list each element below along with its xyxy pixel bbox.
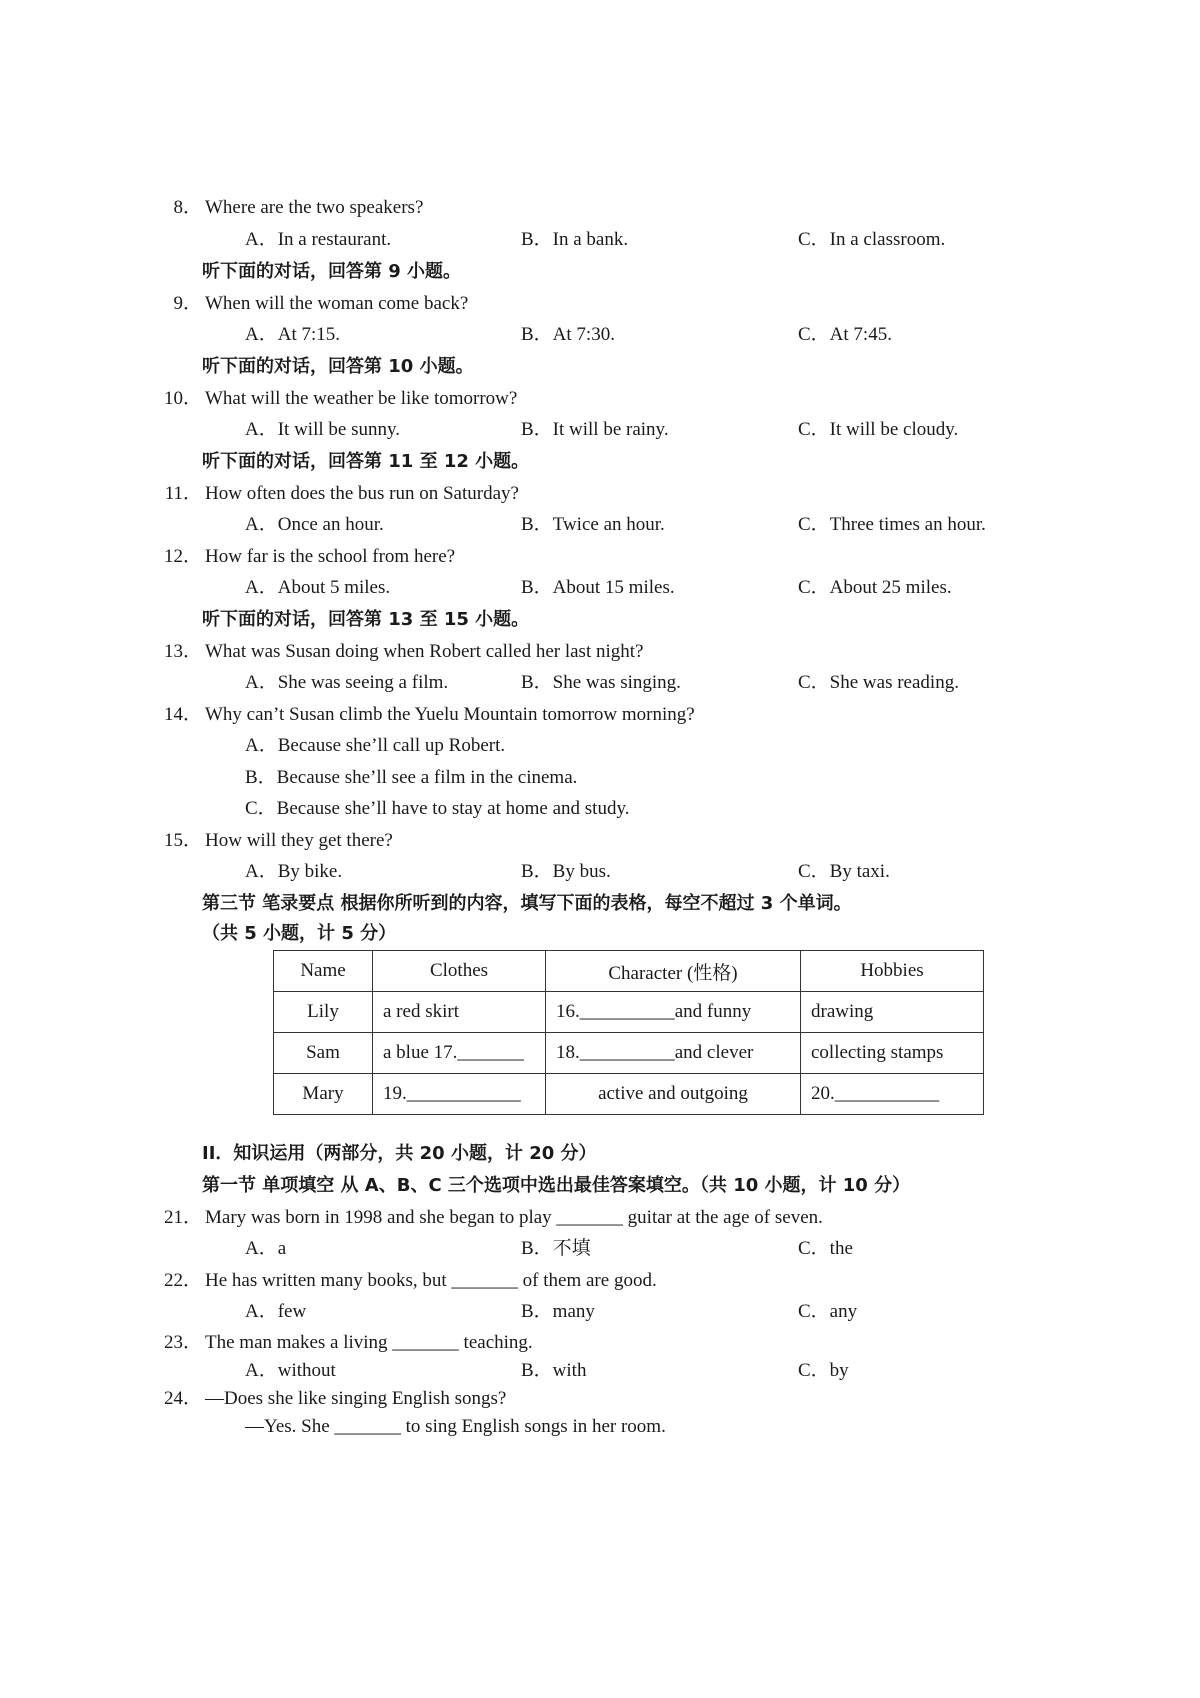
table-cell: a blue 17._______ bbox=[373, 1033, 546, 1074]
question-15 bbox=[160, 829, 1060, 853]
table-cell: Lily bbox=[274, 992, 373, 1033]
option-a: A．By bike. bbox=[245, 861, 343, 882]
question-text: When will the woman come back? bbox=[205, 293, 469, 314]
table-cell: active and outgoing bbox=[546, 1074, 801, 1115]
option-a: A．At 7:15. bbox=[245, 324, 341, 345]
option-b: B．By bus. bbox=[521, 861, 611, 882]
question-text: How often does the bus run on Saturday? bbox=[205, 483, 519, 504]
option-c: C．In a classroom. bbox=[798, 229, 946, 250]
option-c: C．any bbox=[798, 1301, 858, 1322]
question-23 bbox=[160, 1331, 1110, 1355]
option-a: A．Once an hour. bbox=[245, 514, 384, 535]
question-22 bbox=[160, 1269, 1110, 1293]
table-header: Hobbies bbox=[801, 951, 984, 992]
option-c: C．Because she’ll have to stay at home and study. bbox=[245, 798, 630, 819]
options-13 bbox=[0, 671, 1200, 695]
question-24 bbox=[160, 1387, 1110, 1411]
table-header: Character (性格) bbox=[546, 951, 801, 992]
option-a: A．About 5 miles. bbox=[245, 577, 391, 598]
options-10 bbox=[0, 418, 1200, 442]
option-a: A．In a restaurant. bbox=[245, 229, 392, 250]
question-text: What will the weather be like tomorrow? bbox=[205, 388, 518, 409]
section-heading: 听下面的对话，回答第 9 小题。 bbox=[202, 261, 462, 282]
table-cell: 20.___________ bbox=[801, 1074, 984, 1115]
table-header: Clothes bbox=[373, 951, 546, 992]
question-text: —Does she like singing English songs? bbox=[205, 1388, 507, 1409]
options-11 bbox=[0, 513, 1200, 537]
option-a: A．a bbox=[245, 1238, 287, 1259]
section-heading: 听下面的对话，回答第 10 小题。 bbox=[202, 356, 474, 377]
question-8 bbox=[160, 196, 1060, 220]
section-heading: 听下面的对话，回答第 11 至 12 小题。 bbox=[202, 451, 530, 472]
option-c: C．by bbox=[798, 1360, 849, 1381]
question-number: 24． bbox=[163, 1388, 202, 1409]
question-14 bbox=[160, 703, 1060, 727]
question-11 bbox=[160, 482, 1060, 506]
options-8 bbox=[0, 228, 1200, 252]
question-text: How will they get there? bbox=[205, 830, 393, 851]
question-number: 13． bbox=[163, 641, 202, 662]
option-b: B．Twice an hour. bbox=[521, 514, 665, 535]
option-b: B．不填 bbox=[521, 1238, 591, 1259]
option-c: C．It will be cloudy. bbox=[798, 419, 959, 440]
question-24-reply: —Yes. She _______ to sing English songs in her room. bbox=[245, 1416, 666, 1437]
option-a: A．few bbox=[245, 1301, 307, 1322]
option-a: A．Because she’ll call up Robert. bbox=[245, 735, 506, 756]
section-subtitle: （共 5 小题，计 5 分） bbox=[202, 923, 397, 944]
question-13 bbox=[160, 640, 1060, 664]
question-text: What was Susan doing when Robert called her last night? bbox=[205, 641, 644, 662]
table-cell: Mary bbox=[274, 1074, 373, 1115]
question-number: 11． bbox=[164, 483, 202, 504]
question-10 bbox=[160, 387, 1060, 411]
table-cell: collecting stamps bbox=[801, 1033, 984, 1074]
question-number: 14． bbox=[163, 704, 202, 725]
option-b: B．About 15 miles. bbox=[521, 577, 675, 598]
option-b: B．Because she’ll see a film in the cinema. bbox=[245, 767, 578, 788]
table-header: Name bbox=[274, 951, 373, 992]
option-b: B．In a bank. bbox=[521, 229, 629, 250]
question-text: He has written many books, but _______ of them are good. bbox=[205, 1270, 657, 1291]
table-row bbox=[274, 1074, 984, 1115]
table-header-row bbox=[274, 951, 984, 992]
option-b: B．with bbox=[521, 1360, 587, 1381]
table-cell: drawing bbox=[801, 992, 984, 1033]
question-number: 9． bbox=[173, 293, 202, 314]
question-text: The man makes a living _______ teaching. bbox=[205, 1332, 533, 1353]
question-text: Mary was born in 1998 and she began to play _______ guitar at the age of seven. bbox=[205, 1207, 823, 1228]
table-cell: Sam bbox=[274, 1033, 373, 1074]
notes-table bbox=[273, 950, 984, 1115]
option-a: A．It will be sunny. bbox=[245, 419, 400, 440]
question-9 bbox=[160, 292, 1060, 316]
option-c: C．By taxi. bbox=[798, 861, 890, 882]
question-number: 10． bbox=[163, 388, 202, 409]
table-row bbox=[274, 1033, 984, 1074]
section-title: 第三节 笔录要点 根据你所听到的内容，填写下面的表格，每空不超过 3 个单词。 bbox=[202, 893, 852, 914]
question-21 bbox=[160, 1206, 1110, 1230]
question-number: 23． bbox=[163, 1332, 202, 1353]
option-b: B．It will be rainy. bbox=[521, 419, 669, 440]
options-23 bbox=[0, 1359, 1200, 1383]
question-text: How far is the school from here? bbox=[205, 546, 456, 567]
question-text: Why can’t Susan climb the Yuelu Mountain tomorrow morning? bbox=[205, 704, 695, 725]
question-number: 15． bbox=[163, 830, 202, 851]
options-9 bbox=[0, 323, 1200, 347]
option-c: C．She was reading. bbox=[798, 672, 959, 693]
option-b: B．She was singing. bbox=[521, 672, 681, 693]
table-cell: 16.__________and funny bbox=[546, 992, 801, 1033]
options-21 bbox=[0, 1237, 1200, 1261]
table-row bbox=[274, 992, 984, 1033]
table-cell: 19.____________ bbox=[373, 1074, 546, 1115]
options-12 bbox=[0, 576, 1200, 600]
options-22 bbox=[0, 1300, 1200, 1324]
question-number: 21． bbox=[163, 1207, 202, 1228]
option-c: C．the bbox=[798, 1238, 853, 1259]
question-number: 8． bbox=[173, 197, 202, 218]
option-c: C．At 7:45. bbox=[798, 324, 892, 345]
table-cell: 18.__________and clever bbox=[546, 1033, 801, 1074]
question-text: Where are the two speakers? bbox=[205, 197, 424, 218]
question-number: 12． bbox=[163, 546, 202, 567]
option-c: C．Three times an hour. bbox=[798, 514, 986, 535]
option-b: B．many bbox=[521, 1301, 595, 1322]
option-c: C．About 25 miles. bbox=[798, 577, 952, 598]
question-number: 22． bbox=[163, 1270, 202, 1291]
question-12 bbox=[160, 545, 1060, 569]
options-15 bbox=[0, 860, 1200, 884]
option-a: A．She was seeing a film. bbox=[245, 672, 449, 693]
table-cell: a red skirt bbox=[373, 992, 546, 1033]
part-title: II．知识运用（两部分，共 20 小题，计 20 分） bbox=[202, 1143, 597, 1164]
section-title: 第一节 单项填空 从 A、B、C 三个选项中选出最佳答案填空。（共 10 小题，计 10 分） bbox=[202, 1175, 911, 1196]
option-a: A．without bbox=[245, 1360, 336, 1381]
section-heading: 听下面的对话，回答第 13 至 15 小题。 bbox=[202, 609, 530, 630]
option-b: B．At 7:30. bbox=[521, 324, 615, 345]
